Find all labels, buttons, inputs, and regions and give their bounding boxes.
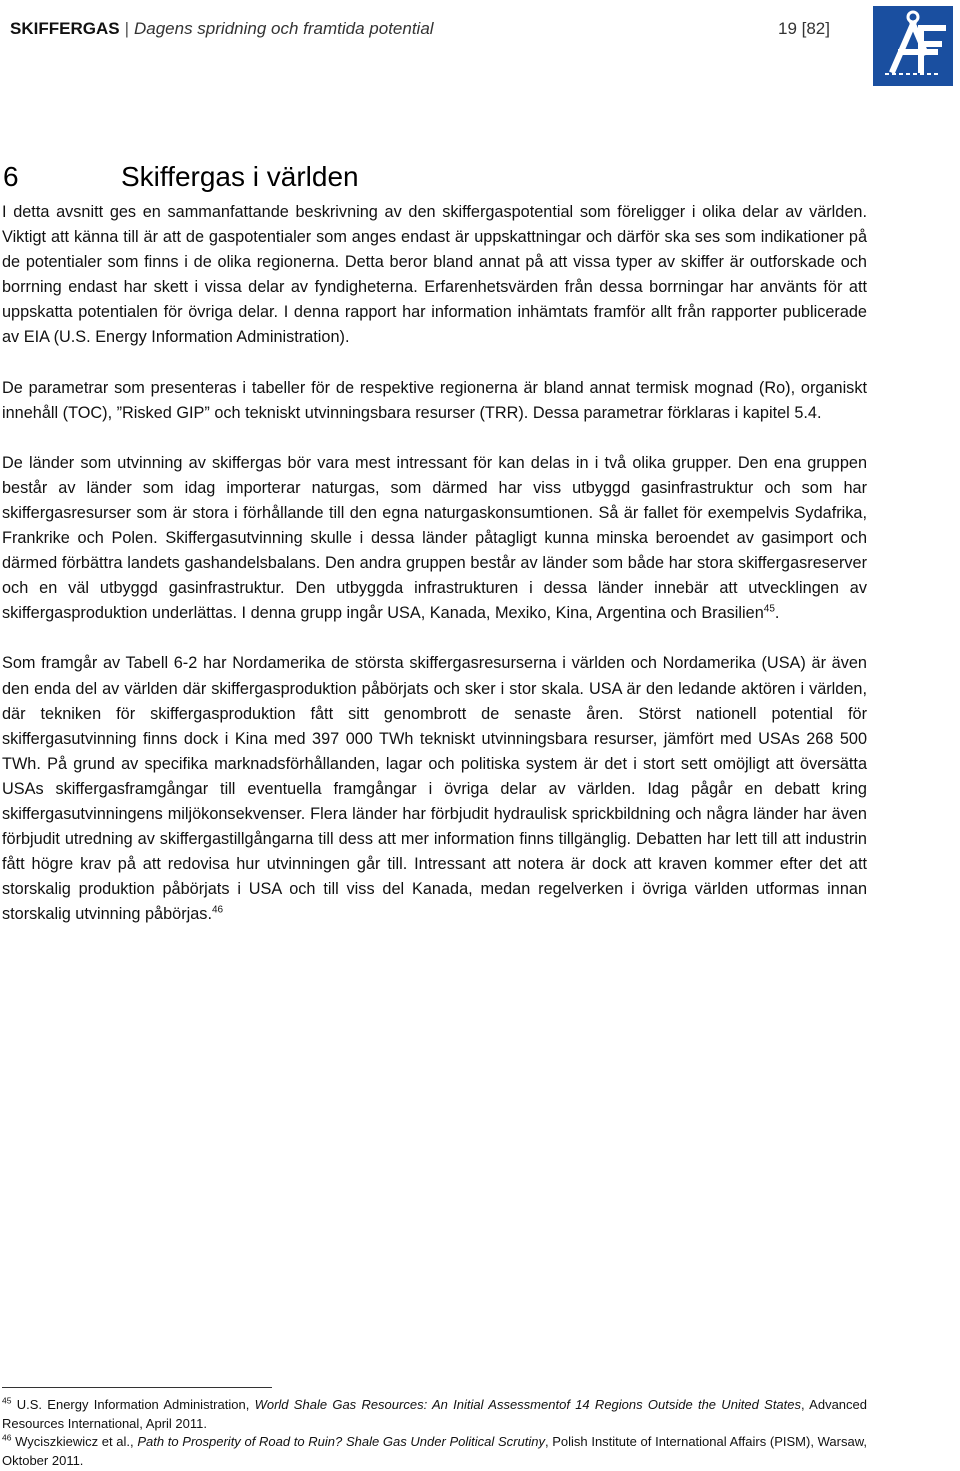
- header-subtitle: Dagens spridning och framtida potential: [133, 19, 434, 38]
- chapter-title: Skiffergas i världen: [121, 160, 359, 192]
- footnote-ref: 45: [763, 603, 775, 615]
- paragraph: [2, 451, 867, 627]
- chapter-number: 6: [3, 160, 19, 192]
- footnotes: [2, 1396, 867, 1470]
- footnote-text: U.S. Energy Information Administration,: [11, 1397, 255, 1412]
- footnote: [2, 1433, 867, 1470]
- footnote-ref: 46: [211, 904, 224, 916]
- footnote-text: Wyciszkiewicz et al.,: [11, 1434, 138, 1449]
- footnote-title: Path to Prosperity of Road to Ruin? Shale Gas Under Political Scrutiny: [137, 1434, 545, 1449]
- footnote-divider: [2, 1387, 272, 1388]
- paragraph: I detta avsnitt ges en sammanfattande beskrivning av den skiffergaspotential som föreligger i olika delar av världen. Viktigt att känna till är att de gaspotentialer som anges endast är uppskattningar och därför ska ses som indikationer på de potentialer som finns i de olika regionerna. Detta beror bland annat på att vissa typer av skiffer är outforskade och borrning endast har skett i vissa delar av fyndigheterna. Erfarenhetsvärden från dessa borrningar har använts för att uppskatta potentialen för övriga delar. I denna rapport har information inhämtats framför allt från rapporter publicerade av EIA (U.S. Energy Information Administration).: [2, 203, 867, 347]
- paragraph: De parametrar som presenteras i tabeller för de respektive regionerna är bland annat termisk mognad (Ro), organiskt innehåll (TOC), ”Risked GIP” och tekniskt utvinningsbara resurser (TRR). Dessa parametrar förklaras i kapitel 5.4.: [2, 378, 867, 422]
- footnote-title: World Shale Gas Resources: An Initial Assessmentof 14 Regions Outside the United States: [254, 1397, 802, 1412]
- paragraph-text: De länder som utvinning av skiffergas bör vara mest intressant för kan delas in i två olika grupper. Den ena gruppen består av länder som idag importerar naturgas, som därmed har viss utbyggd gasinfrastruktur och som har skiffergasresurser som är stora i förhållande till den egna naturgaskonsumtionen. Så är fallet för exempelvis Sydafrika, Frankrike och Polen. Skiffergasutvinning skulle i dessa länder påtagligt kunna minska beroendet av gasimport och därmed förbättra landets gashandelsbalans. Den andra gruppen består av länder som både har stora skiffergasreserver och en väl utbyggd gasinfrastruktur. Den utbyggda infrastrukturen i dessa länder innebär att utvecklingen av skiffergasproduktion underlättas. I denna grupp ingår USA, Kanada, Mexiko, Kina, Argentina och Brasilien: [2, 453, 867, 623]
- header-separator: |: [124, 19, 129, 38]
- footnote-text: , Advanced Resources International, April 2011.: [2, 1397, 868, 1431]
- body-text: [2, 200, 867, 952]
- paragraph: [2, 651, 867, 927]
- paragraph-text: Som framgår av Tabell 6-2 har Nordamerika de största skiffergasresurserna i världen och Nordamerika (USA) är även den enda del av världen där skiffergasproduktion påbörjats och sker i stor skala. USA är den ledande aktören i världen, där tekniken för skiffergasproduktion fått sitt genombrott de senaste åren. Störst nationell potential för skiffergasutvinning finns dock i Kina med 397 000 TWh tekniskt utvinningsbara resurser, jämfört med USAs 268 500 TWh. På grund av specifika marknadsförhållanden, lagar och politiska system är det i stort sett omöjligt att översätta USAs skiffergasframgångar till eventuella framgångar i övriga delar av världen. Idag pågår en debatt kring skiffergasutvinningens miljökonsekvenser. Flera länder har förbjudit hydraulisk sprickbildning och några länder har även förbjudit utredning av skiffergastillgångarna till dess att mer information finns tillgänglig. Debatten har lett till att industrin fått högre krav på att redovisa hur utvinningen går till. Intressant att notera är dock att kraven kommer efter det att storskalig produktion påbörjats i USA och till viss del Kanada, medan regelverken i övriga världen utformas innan storskalig utvinning påbörjas.: [2, 654, 867, 924]
- footnote-number: 46: [2, 1432, 12, 1443]
- af-logo-icon: [873, 6, 953, 86]
- footnote-number: 45: [2, 1395, 12, 1406]
- header-brand: SKIFFERGAS: [10, 19, 120, 38]
- footnote-text: , Polish Institute of International Affairs (PISM), Warsaw, Oktober 2011.: [2, 1434, 867, 1468]
- page-header: [10, 18, 860, 42]
- page-number: 19 [82]: [778, 19, 830, 38]
- footnote: [2, 1396, 867, 1433]
- paragraph-end: .: [774, 604, 780, 623]
- chapter-heading: [3, 159, 903, 195]
